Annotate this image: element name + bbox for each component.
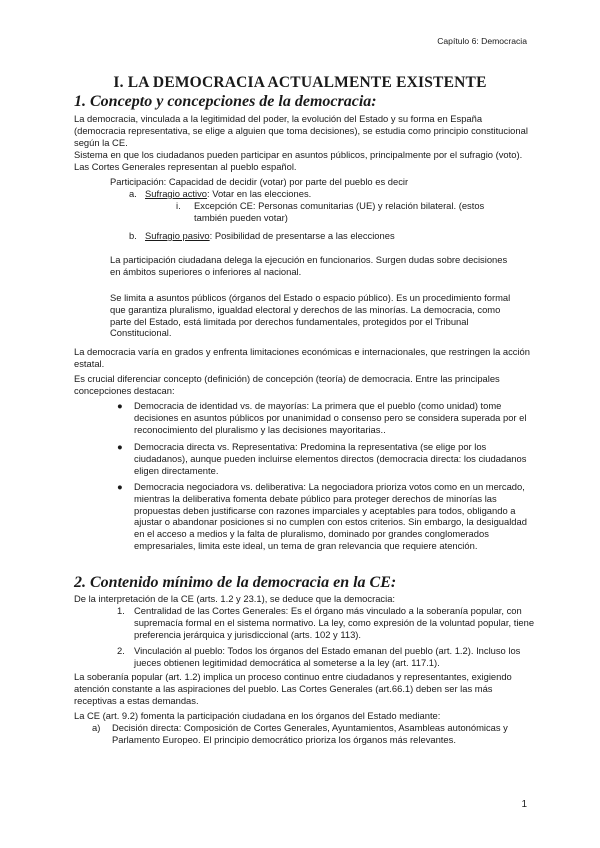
bullet-icon: ● — [117, 400, 123, 411]
section-2-intro: De la interpretación de la CE (arts. 1.2 y 23.1), se deduce que la democracia: — [74, 593, 396, 604]
bullet-icon: ● — [117, 481, 123, 492]
participacion-line: Participación: Capacidad de decidir (votar) por parte del pueblo es decir — [110, 176, 409, 187]
section-1-paragraph-5: La democracia varía en grados y enfrenta limitaciones económicas e internacionales, que restringen la acción estatal. — [74, 346, 530, 369]
sufragio-activo-text: : Votar en las elecciones. — [207, 188, 312, 199]
excepcion-ce-item: Excepción CE: Personas comunitarias (UE) y relación bilateral. (estos también pueden votar) — [194, 200, 485, 223]
contenido-item-1: Centralidad de las Cortes Generales: Es el órgano más vinculado a la soberanía popular, con supremacía formal en el sistema normativo. La ley, como expresión de la voluntad popular, tiene preferencia jerárquica y jurisdiccional (arts. 102 y 113). — [134, 605, 535, 640]
section-1-paragraph-4: Se limita a asuntos públicos (órganos del Estado o espacio público). Es un procedimiento formal que garantiza pluralismo, igualdad electoral y derechos de las minorías. La democracia, como parte del Estado, está limitada por derechos fundamentales, protegidos por el Tribunal Constitucional. — [110, 292, 511, 339]
sufragio-activo-term: Sufragio activo — [145, 188, 208, 199]
list-marker-b: b. — [129, 230, 137, 241]
numbered-marker-2: 2. — [117, 645, 125, 656]
decision-directa-item: Decisión directa: Composición de Cortes Generales, Ayuntamientos, Asambleas autonómicas y Parlamento Europeo. El principio democrático prioriza los órganos más relevantes. — [112, 722, 508, 745]
section-2-heading: 2. Contenido mínimo de la democracia en la CE: — [74, 574, 397, 591]
sufragio-pasivo-item — [145, 230, 540, 242]
page-number: 1 — [521, 799, 527, 810]
section-1-heading: 1. Concepto y concepciones de la democracia: — [74, 93, 377, 110]
sufragio-activo-item — [145, 188, 540, 200]
section-1-paragraph-1: La democracia, vinculada a la legitimidad del poder, la evolución del Estado y su forma en España (democracia representativa, se elige a alguien que toma decisiones), se estudia como principio constitucional según la CE. — [74, 113, 528, 148]
section-1-paragraph-3: La participación ciudadana delega la ejecución en funcionarios. Surgen dudas sobre decisiones en ámbitos superiores o inferiores al nacional. — [110, 254, 508, 277]
contenido-item-2: Vinculación al pueblo: Todos los órganos del Estado emanan del pueblo (art. 1.2). Incluso los jueces obtienen legitimidad democrática al someterse a la ley (art. 117.1). — [134, 645, 521, 668]
section-2-paragraph-2: La CE (art. 9.2) fomenta la participación ciudadana en los órganos del Estado mediante: — [74, 710, 441, 721]
list-marker-i: i. — [176, 200, 181, 211]
numbered-marker-1: 1. — [117, 605, 125, 616]
sufragio-pasivo-term: Sufragio pasivo — [145, 230, 210, 241]
section-1-paragraph-2: Sistema en que los ciudadanos pueden participar en asuntos públicos, principalmente por el sufragio (voto). Las Cortes Generales representan al pueblo español. — [74, 149, 523, 172]
concepcion-item-2: Democracia directa vs. Representativa: Predomina la representativa (se elige por los ciudadanos), aunque pueden incluirse elementos directos (democracia directa: los ciudadanos eligen directamente. — [134, 441, 527, 476]
concepcion-item-1: Democracia de identidad vs. de mayorías: La primera que el pueblo (como unidad) tome decisiones en asuntos públicos por unanimidad o consenso pero se considera superada por el reconocimiento del pluralismo y las decisiones mayoritarias.. — [134, 400, 527, 435]
list-marker-a: a. — [129, 188, 137, 199]
list-marker-a-paren: a) — [92, 722, 101, 733]
bullet-icon: ● — [117, 441, 123, 452]
section-2-paragraph-1: La soberanía popular (art. 1.2) implica un proceso continuo entre ciudadanos y representantes, exigiendo atención constante a las aspiraciones del pueblo. Las Cortes Generales (art.66.1) deben ser las más receptivas a estas demandas. — [74, 671, 512, 706]
section-1-paragraph-6: Es crucial diferenciar concepto (definición) de concepción (teoría) de democracia. Entre las principales concepciones destacan: — [74, 373, 500, 396]
concepcion-item-3: Democracia negociadora vs. deliberativa: La negociadora prioriza votos como en un mercado, mientras la deliberativa fomenta debate público para proteger derechos de minorías las propuestas deben justificarse con razones imparciales y aceptables para todos, obligando a ajustar o abandonar posiciones si no cumplen con estos criterios. Sin embargo, la desigualdad en el acceso a medios y la falta de pluralismo, dominado por grandes conglomerados empresariales, limita este ideal, un tema de gran relevancia que requiere atención. — [134, 481, 527, 551]
sufragio-pasivo-text: : Posibilidad de presentarse a las elecciones — [209, 230, 395, 241]
page-title: I. LA DEMOCRACIA ACTUALMENTE EXISTENTE — [113, 74, 487, 91]
chapter-header: Capítulo 6: Democracia — [437, 36, 527, 46]
